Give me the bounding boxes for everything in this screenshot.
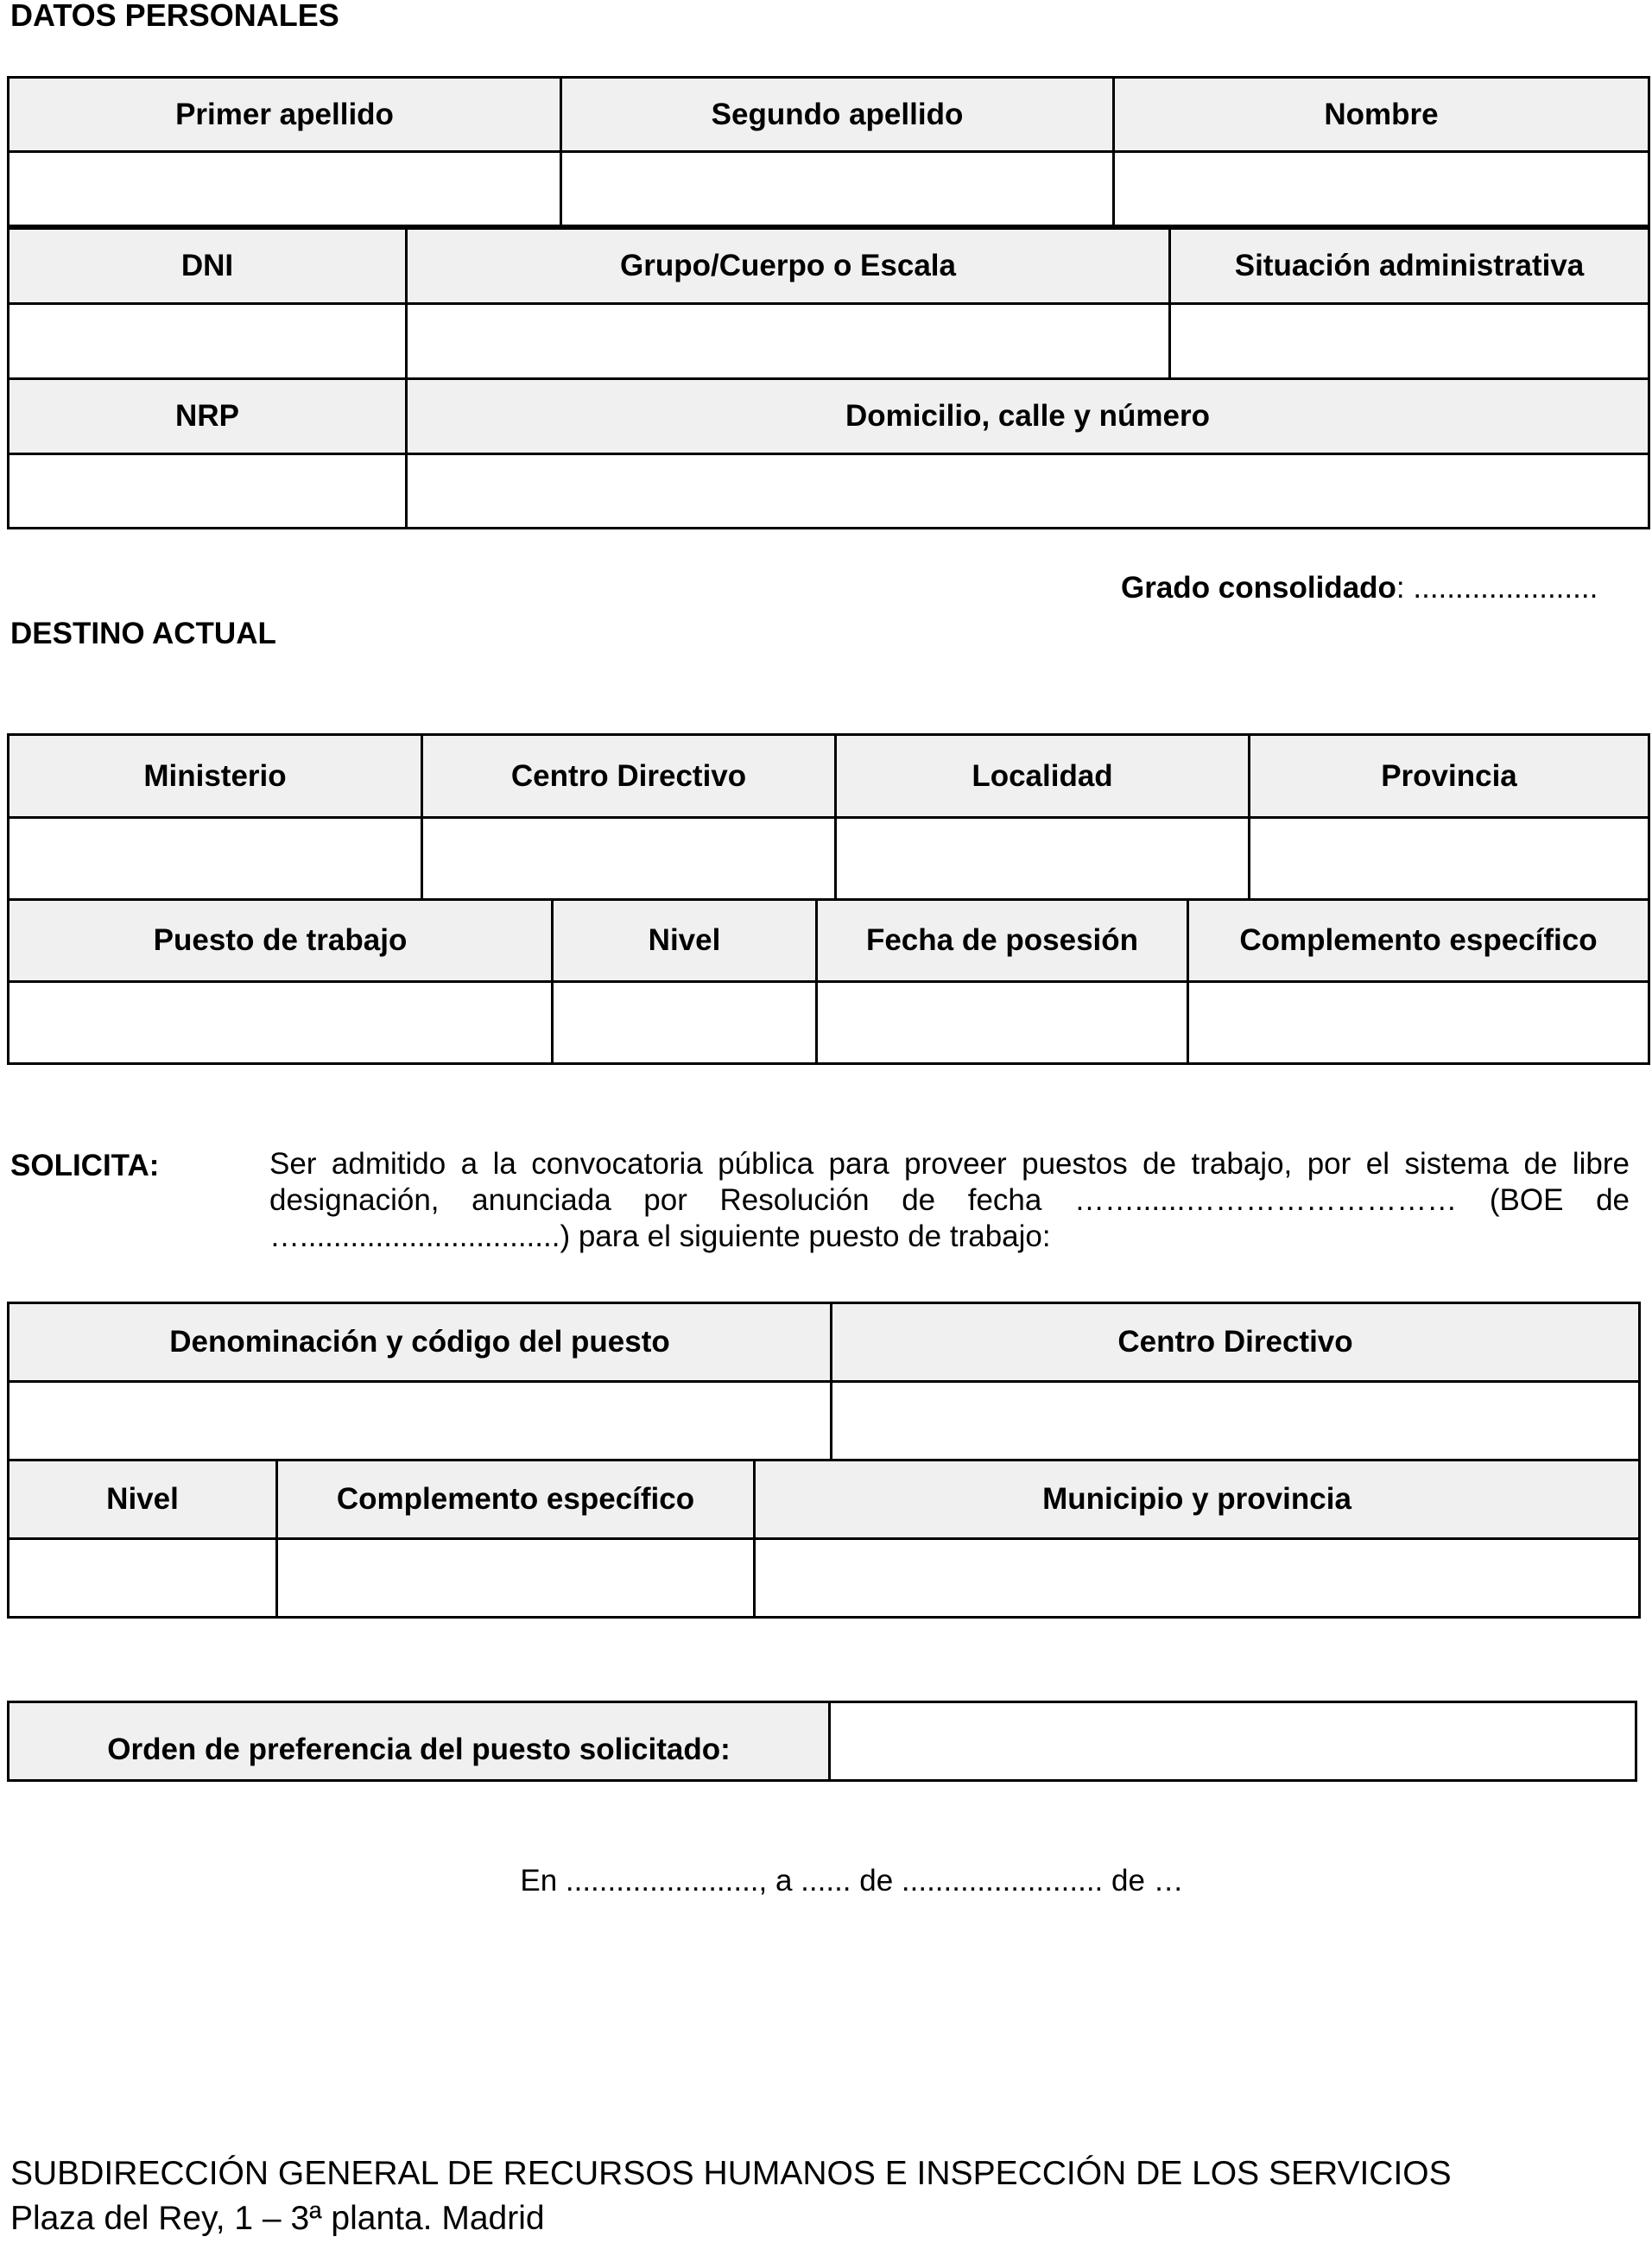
solicita-text: Ser admitido a la convocatoria pública para proveer puestos de trabajo, por el sistema de libre designación, anunciada por Resolución de fecha ……......……………………… (BOE de …...............................) para el siguiente puesto de trabajo: bbox=[269, 1147, 1630, 1253]
header-primer-apellido: Primer apellido bbox=[9, 78, 561, 152]
datos-personales-table-3 bbox=[7, 377, 1650, 529]
destino-actual-table-1 bbox=[7, 733, 1650, 901]
footer-organismo: SUBDIRECCIÓN GENERAL DE RECURSOS HUMANOS E INSPECCIÓN DE LOS SERVICIOS bbox=[10, 2155, 1452, 2192]
footer-direccion: Plaza del Rey, 1 – 3ª planta. Madrid bbox=[10, 2200, 545, 2237]
field-dni[interactable] bbox=[9, 304, 407, 380]
grado-consolidado bbox=[1121, 571, 1598, 605]
orden-preferencia-table bbox=[7, 1701, 1637, 1782]
header-nombre: Nombre bbox=[1114, 78, 1649, 152]
field-ministerio[interactable] bbox=[9, 818, 422, 900]
header-localidad: Localidad bbox=[836, 735, 1250, 818]
header-municipio-provincia: Municipio y provincia bbox=[755, 1460, 1640, 1539]
datos-personales-table-2 bbox=[7, 227, 1650, 381]
header-centro-directivo-solicitado: Centro Directivo bbox=[832, 1303, 1640, 1382]
grado-consolidado-value[interactable]: : ...................... bbox=[1396, 571, 1598, 605]
field-nivel-solicitado[interactable] bbox=[9, 1539, 277, 1618]
header-nivel: Nivel bbox=[553, 900, 817, 982]
datos-personales-table-1 bbox=[7, 76, 1650, 227]
field-centro-directivo[interactable] bbox=[422, 818, 836, 900]
header-segundo-apellido: Segundo apellido bbox=[561, 78, 1114, 152]
field-centro-directivo-solicitado[interactable] bbox=[832, 1382, 1640, 1460]
field-complemento-especifico-solicitado[interactable] bbox=[277, 1539, 755, 1618]
field-nivel[interactable] bbox=[553, 982, 817, 1064]
field-nrp[interactable] bbox=[9, 454, 407, 529]
field-situacion-administrativa[interactable] bbox=[1170, 304, 1649, 380]
header-domicilio: Domicilio, calle y número bbox=[407, 379, 1649, 454]
header-ministerio: Ministerio bbox=[9, 735, 422, 818]
field-primer-apellido[interactable] bbox=[9, 152, 561, 226]
field-localidad[interactable] bbox=[836, 818, 1250, 900]
field-segundo-apellido[interactable] bbox=[561, 152, 1114, 226]
puesto-solicitado-table-1 bbox=[7, 1302, 1641, 1461]
header-complemento-especifico: Complemento específico bbox=[1188, 900, 1649, 982]
grado-consolidado-label: Grado consolidado bbox=[1121, 571, 1396, 605]
header-grupo-cuerpo: Grupo/Cuerpo o Escala bbox=[407, 229, 1170, 304]
destino-actual-table-2 bbox=[7, 898, 1650, 1065]
header-complemento-especifico-solicitado: Complemento específico bbox=[277, 1460, 755, 1539]
header-dni: DNI bbox=[9, 229, 407, 304]
header-denominacion-codigo: Denominación y código del puesto bbox=[9, 1303, 832, 1382]
header-nivel-solicitado: Nivel bbox=[9, 1460, 277, 1539]
header-centro-directivo: Centro Directivo bbox=[422, 735, 836, 818]
section-title-datos-personales: DATOS PERSONALES bbox=[10, 0, 339, 33]
field-nombre[interactable] bbox=[1114, 152, 1649, 226]
field-domicilio[interactable] bbox=[407, 454, 1649, 529]
lugar-fecha-line: En ......................., a ...... de ........................ de … bbox=[520, 1864, 1184, 1898]
field-orden-preferencia[interactable] bbox=[830, 1702, 1636, 1781]
header-situacion-administrativa: Situación administrativa bbox=[1170, 229, 1649, 304]
field-complemento-especifico[interactable] bbox=[1188, 982, 1649, 1064]
header-provincia: Provincia bbox=[1250, 735, 1649, 818]
header-orden-preferencia: Orden de preferencia del puesto solicitado: bbox=[9, 1702, 830, 1781]
solicita-label: SOLICITA: bbox=[10, 1149, 160, 1182]
field-provincia[interactable] bbox=[1250, 818, 1649, 900]
field-fecha-de-posesion[interactable] bbox=[817, 982, 1188, 1064]
field-grupo-cuerpo[interactable] bbox=[407, 304, 1170, 380]
header-fecha-de-posesion: Fecha de posesión bbox=[817, 900, 1188, 982]
puesto-solicitado-table-2 bbox=[7, 1459, 1641, 1619]
field-municipio-provincia[interactable] bbox=[755, 1539, 1640, 1618]
field-denominacion-codigo[interactable] bbox=[9, 1382, 832, 1460]
section-title-destino-actual: DESTINO ACTUAL bbox=[10, 617, 276, 650]
header-puesto-de-trabajo: Puesto de trabajo bbox=[9, 900, 553, 982]
field-puesto-de-trabajo[interactable] bbox=[9, 982, 553, 1064]
header-nrp: NRP bbox=[9, 379, 407, 454]
